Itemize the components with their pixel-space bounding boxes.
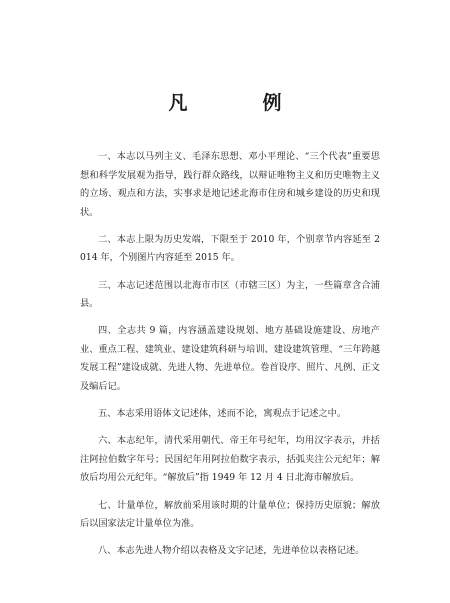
paragraph: 一、本志以马列主义、毛泽东思想、邓小平理论、“三个代表”重要思想和科学发展观为指导，践行群众路线，以辩证唯物主义和历史唯物主义的立场、观点和方法，实事求是地记述北海市住房和城乡建设的历史和现状。 xyxy=(80,151,380,218)
page-title: 凡 例 xyxy=(168,92,310,114)
paragraph: 二、本志上限为历史发端，下限至于 2010 年，个别章节内容延至 2014 年，个别图片内容延至 2015 年。 xyxy=(80,233,380,264)
paragraph: 三、本志记述范围以北海市市区（市辖三区）为主，一些篇章含合浦县。 xyxy=(80,279,380,310)
paragraph: 四、全志共 9 篇，内容涵盖建设规划、地方基础设施建设、房地产业、重点工程、建筑业、建设建筑科研与培训、建设建筑管理、“三年跨越发展工程”建设成就、先进人物、先进单位。卷首设序、照片、凡例、正文及编后记。 xyxy=(80,325,380,393)
paragraph: 七、计量单位，解放前采用该时期的计量单位；保持历史原貌；解放后以国家法定计量单位为准。 xyxy=(80,499,380,530)
paragraph: 六、本志纪年，清代采用朝代、帝王年号纪年，均用汉字表示，并括注阿拉伯数字年号；民国纪年用阿拉伯数字表示，括弧夹注公元纪年；解放后均用公元纪年。“解放后”指 1949 年 12 月 4 日北海市解放后。 xyxy=(80,435,380,484)
paragraph: 五、本志采用语体文记述体，述而不论，寓观点于记述之中。 xyxy=(98,408,347,420)
body-text xyxy=(80,148,380,569)
paragraph: 八、本志先进人物介绍以表格及文字记述，先进单位以表格记述。 xyxy=(98,545,365,557)
